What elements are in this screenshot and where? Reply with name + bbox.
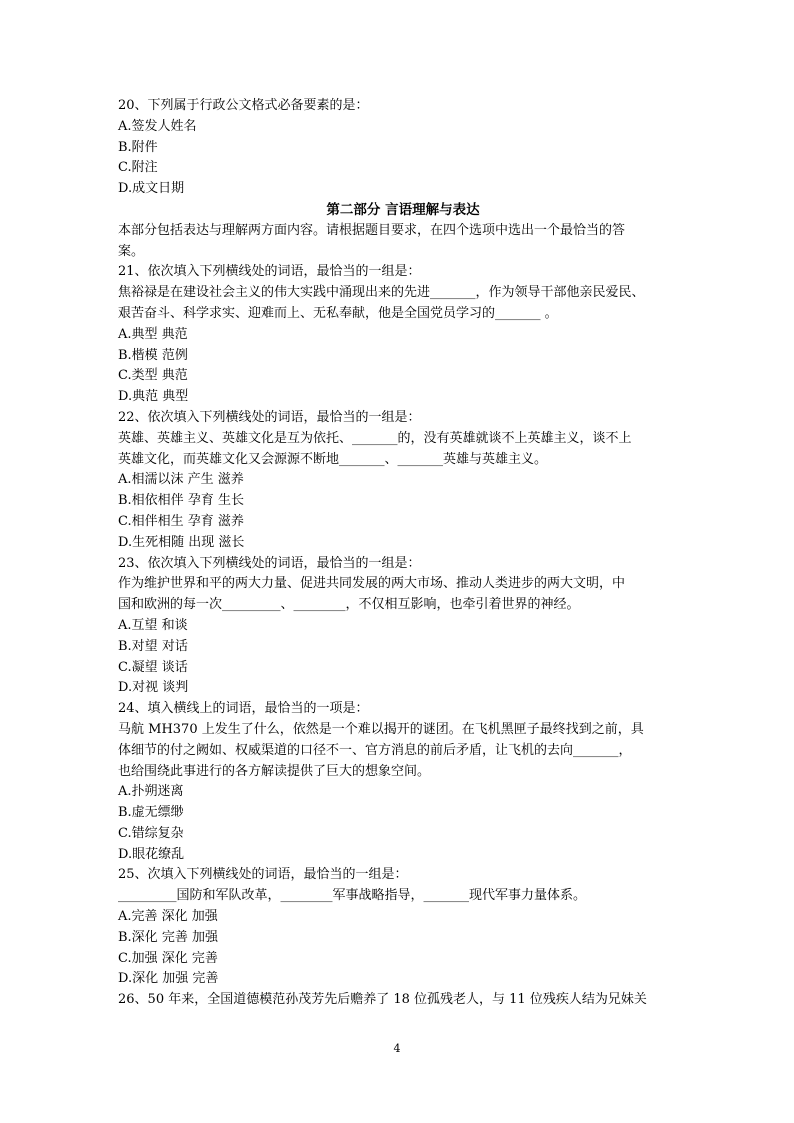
section-intro-line-1: 本部分包括表达与理解两方面内容。请根据题目要求，在四个选项中选出一个最恰当的答 xyxy=(118,222,626,238)
question-20-option-b: B.附件 xyxy=(118,139,158,155)
question-22-option-a: A.相濡以沫 产生 滋养 xyxy=(118,472,244,488)
question-25-stem: 25、次填入下列横线处的词语，最恰当的一组是： xyxy=(118,867,408,883)
question-24-text-line-3: 也给围绕此事进行的各方解读提供了巨大的想象空间。 xyxy=(118,763,431,779)
question-21-option-a: A.典型 典范 xyxy=(118,326,188,342)
question-21-stem: 21、依次填入下列横线处的词语，最恰当的一组是： xyxy=(118,264,421,280)
question-22-option-c: C.相伴相生 孕育 滋养 xyxy=(118,513,244,529)
question-20-option-d: D.成文日期 xyxy=(118,181,185,197)
question-25-option-d: D.深化 加强 完善 xyxy=(118,971,219,987)
question-23-option-d: D.对视 谈判 xyxy=(118,680,189,696)
question-22-text-line-1: 英雄、英雄主义、英雄文化是互为依托、_______的，没有英雄就谈不上英雄主义，谈不上 xyxy=(118,430,632,446)
question-21-text-line-2: 艰苦奋斗、科学求实、迎难而上、无私奉献，他是全国党员学习的_______ 。 xyxy=(118,305,558,321)
question-26-text-line-1: 26、50 年来，全国道德模范孙茂芳先后赡养了 18 位孤残老人，与 11 位残疾人结为兄妹关 xyxy=(118,992,647,1008)
question-21-option-d: D.典范 典型 xyxy=(118,389,189,405)
question-22-option-d: D.生死相随 出现 滋长 xyxy=(118,534,245,550)
question-25-text-line-1: _________国防和军队改革，________军事战略指导，_______现代军事力量体系。 xyxy=(118,888,587,904)
question-24-stem: 24、填入横线上的词语，最恰当的一项是： xyxy=(118,701,369,717)
question-24-text-line-1: 马航 MH370 上发生了什么，依然是一个难以揭开的谜团。在飞机黑匣子最终找到之前，具 xyxy=(118,721,644,737)
document-page xyxy=(118,96,688,1011)
question-20-option-a: A.签发人姓名 xyxy=(118,118,197,134)
question-20-option-c: C.附注 xyxy=(118,160,158,176)
question-23-text-line-1: 作为维护世界和平的两大力量、促进共同发展的两大市场、推动人类进步的两大文明，中 xyxy=(118,576,626,592)
question-22-option-b: B.相依相伴 孕育 生长 xyxy=(118,493,244,509)
question-23-option-a: A.互望 和谈 xyxy=(118,617,188,633)
question-24-text-line-2: 体细节的付之阙如、权威渠道的口径不一、官方消息的前后矛盾，让飞机的去向_______， xyxy=(118,742,632,758)
question-22-text-line-2: 英雄文化，而英雄文化又会源源不断地_______、_______英雄与英雄主义。 xyxy=(118,451,548,467)
page-number: 4 xyxy=(393,1042,401,1055)
question-22-stem: 22、依次填入下列横线处的词语，最恰当的一组是： xyxy=(118,409,421,425)
question-25-option-c: C.加强 深化 完善 xyxy=(118,950,218,966)
question-25-option-b: B.深化 完善 加强 xyxy=(118,929,218,945)
question-25-option-a: A.完善 深化 加强 xyxy=(118,909,218,925)
question-23-option-c: C.凝望 谈话 xyxy=(118,659,188,675)
question-23-stem: 23、依次填入下列横线处的词语，最恰当的一组是： xyxy=(118,555,421,571)
question-24-option-c: C.错综复杂 xyxy=(118,825,184,841)
section-heading: 第二部分 言语理解与表达 xyxy=(326,201,480,218)
question-23-option-b: B.对望 对话 xyxy=(118,638,188,654)
question-24-option-a: A.扑朔迷离 xyxy=(118,784,184,800)
question-21-option-b: B.楷模 范例 xyxy=(118,347,188,363)
section-intro-line-2: 案。 xyxy=(118,243,145,259)
question-21-text-line-1: 焦裕禄是在建设社会主义的伟大实践中涌现出来的先进_______，作为领导干部他亲民爱民、 xyxy=(118,285,645,301)
question-23-text-line-2: 国和欧洲的每一次_________、________，不仅相互影响，也牵引着世界的神经。 xyxy=(118,597,580,613)
question-20-stem: 20、下列属于行政公文格式必备要素的是： xyxy=(118,98,369,113)
question-24-option-d: D.眼花缭乱 xyxy=(118,846,185,862)
question-24-option-b: B.虚无缥缈 xyxy=(118,805,184,821)
question-21-option-c: C.类型 典范 xyxy=(118,368,188,384)
